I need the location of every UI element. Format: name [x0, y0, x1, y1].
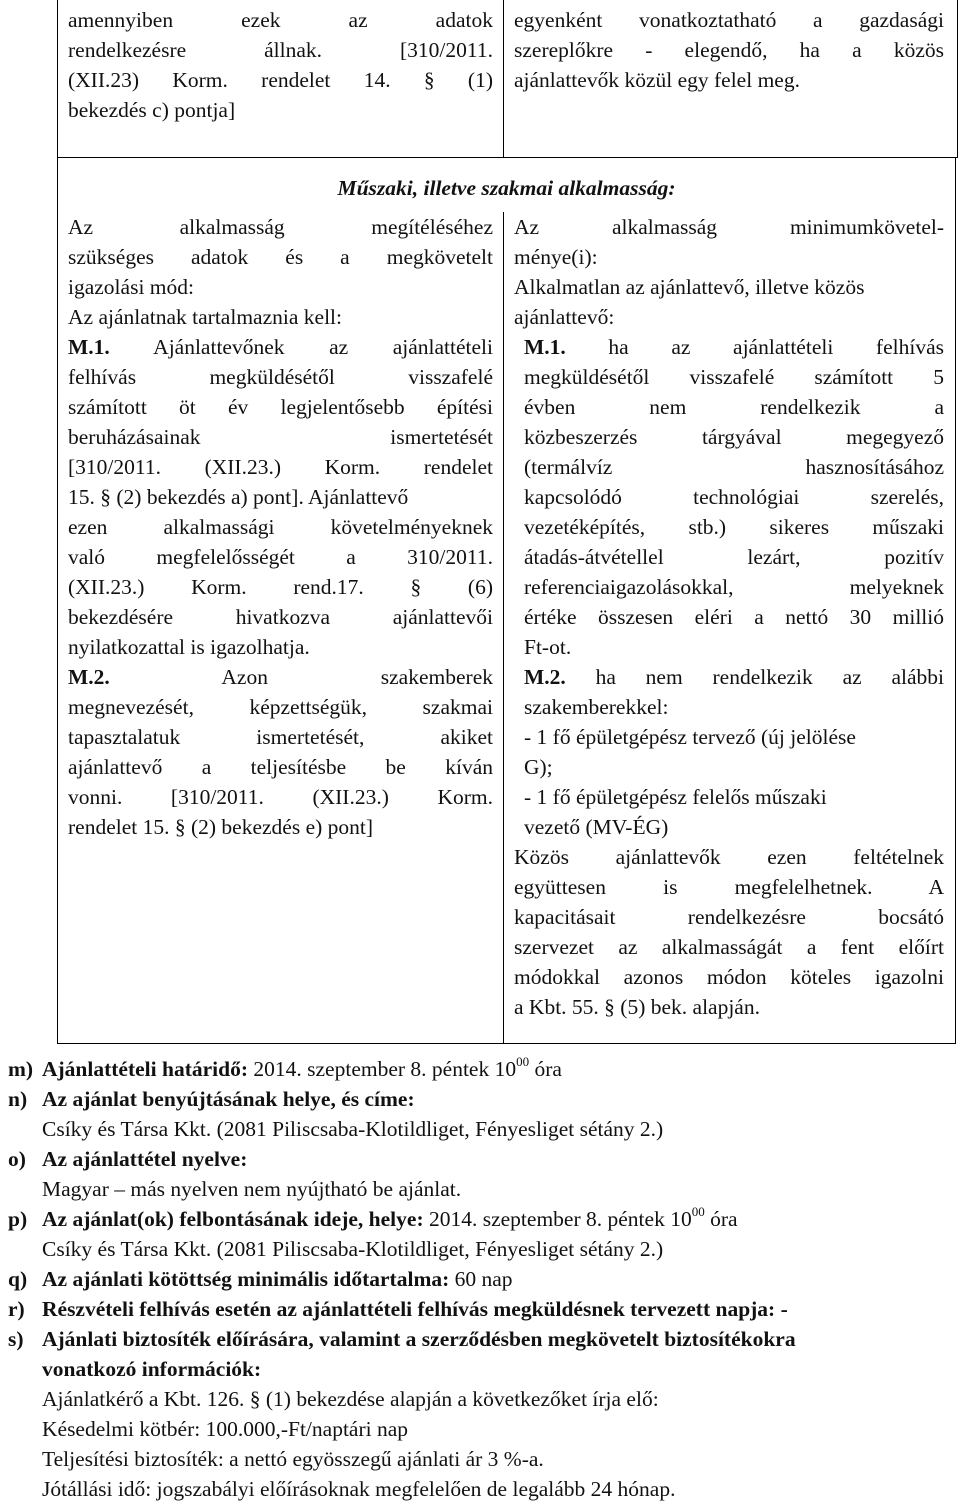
text-line: Jótállási idő: jogszabályi előírásoknak megfelelően de legalább 24 hónap.: [42, 1477, 676, 1501]
text-line: beruházásainak ismertetését: [68, 425, 493, 449]
text-line: G);: [524, 755, 553, 779]
text-line: való megfelelősségét a 310/2011.: [68, 545, 493, 569]
item-m: [8, 1054, 953, 1084]
text-line: Közös ajánlattevők ezen feltételnek: [514, 845, 944, 869]
item-q: [8, 1264, 953, 1294]
text-line: - 1 fő épületgépész tervező (új jelölése: [524, 725, 856, 749]
item-label: q): [8, 1267, 28, 1291]
text-span: ha nem rendelkezik az alábbi: [565, 665, 944, 689]
lettered-items: [8, 1054, 953, 1504]
text-line: kapacitásait rendelkezésre bocsátó: [514, 905, 944, 929]
text-line: megnevezését, képzettségük, szakmai: [68, 695, 493, 719]
item-n: [8, 1084, 953, 1114]
text-line: szükséges adatok és a megkövetelt: [68, 245, 493, 269]
text-line: ajánlattevő:: [514, 305, 615, 329]
text-span: Azon szakemberek: [109, 665, 493, 689]
item-title: Ajánlati biztosíték előírására, valamint a szerződésben megkövetelt biztosítékokra: [42, 1327, 796, 1351]
text-line: együttesen is megfelelhetnek. A: [514, 875, 944, 899]
top-left-cell: [58, 0, 504, 157]
text-line: Alkalmatlan az ajánlattevő, illetve közös: [514, 275, 865, 299]
text-line: igazolási mód:: [68, 275, 194, 299]
text-line: értéke összesen eléri a nettó 30 millió: [524, 605, 944, 629]
item-r: [8, 1294, 953, 1324]
section-header: Műszaki, illetve szakmai alkalmasság:: [337, 176, 676, 200]
m1-label: M.1.: [524, 335, 566, 359]
text-line: évben nem rendelkezik a: [524, 395, 944, 419]
m1-block: [514, 362, 944, 842]
text-line: bekezdés c) pontja]: [68, 98, 236, 122]
text-line: egyenként vonatkoztatható a gazdasági: [514, 8, 944, 32]
superscript: 00: [516, 1054, 530, 1069]
text-line: 15. § (2) bekezdés a) pont]. Ajánlattevő: [68, 485, 409, 509]
text-line: szervezet az alkalmasságát a fent előírt: [514, 935, 944, 959]
text-line: számított öt év legjelentősebb építési: [68, 395, 493, 419]
text-line: (XII.23.) Korm. rend.17. § (6): [68, 575, 493, 599]
item-p: [8, 1204, 953, 1234]
text-line: ménye(i):: [514, 245, 598, 269]
item-label: p): [8, 1207, 28, 1231]
item-value: 2014. szeptember 8. péntek 10: [423, 1207, 692, 1231]
text-span: ha az ajánlattételi felhívás: [565, 335, 944, 359]
item-value: 2014. szeptember 8. péntek 10: [248, 1057, 517, 1081]
text-line: vonni. [310/2011. (XII.23.) Korm.: [68, 785, 493, 809]
item-p-detail: Csíky és Társa Kkt. (2081 Piliscsaba-Klotildliget, Fényesliget sétány 2.): [42, 1237, 664, 1261]
m2-first-line: [524, 662, 944, 692]
text-line: nyilatkozattal is igazolhatja.: [68, 635, 310, 659]
superscript: 00: [691, 1204, 705, 1219]
text-line: (XII.23) Korm. rendelet 14. § (1): [68, 68, 493, 92]
item-value: 60 nap: [449, 1267, 513, 1291]
top-table-row: [57, 0, 958, 158]
text-line: Az alkalmasság minimumkövetel-: [514, 215, 944, 239]
text-line: rendelet 15. § (2) bekezdés e) pont]: [68, 815, 374, 839]
text-line: Ft-ot.: [524, 635, 572, 659]
m2-label: M.2.: [68, 665, 110, 689]
text-line: ajánlattevő a teljesítésbe be kíván: [68, 755, 493, 779]
text-line: kapcsolódó technológiai szerelés,: [524, 485, 944, 509]
item-n-detail: Csíky és Társa Kkt. (2081 Piliscsaba-Klotildliget, Fényesliget sétány 2.): [42, 1117, 664, 1141]
item-label: s): [8, 1327, 24, 1351]
text-line: átadás-átvétellel lezárt, pozitív: [524, 545, 944, 569]
text-line: vezetéképítés, stb.) sikeres műszaki: [524, 515, 944, 539]
item-title: Ajánlattételi határidő:: [42, 1057, 249, 1081]
text-line: (termálvíz hasznosításához: [524, 455, 944, 479]
text-line: közbeszerzés tárgyával megegyező: [524, 425, 944, 449]
item-title: Részvételi felhívás esetén az ajánlattételi felhívás megküldésnek tervezett napja: -: [42, 1297, 788, 1321]
text-line: Az alkalmasság megítéléséhez: [68, 215, 493, 239]
text-line: tapasztalatuk ismertetését, akiket: [68, 725, 493, 749]
left-column: [58, 212, 504, 1043]
item-title: Az ajánlat(ok) felbontásának ideje, helye:: [42, 1207, 424, 1231]
item-after: óra: [704, 1207, 738, 1231]
item-label: m): [8, 1057, 34, 1081]
text-line: ezen alkalmassági követelményeknek: [68, 515, 493, 539]
item-o-detail: Magyar – más nyelven nem nyújtható be ajánlat.: [42, 1177, 462, 1201]
text-line: a Kbt. 55. § (5) bek. alapján.: [514, 995, 760, 1019]
item-title: Az ajánlati kötöttség minimális időtartalma:: [42, 1267, 450, 1291]
m2-label: M.2.: [524, 665, 566, 689]
right-column: [504, 212, 954, 1043]
section-header-row: [57, 157, 956, 212]
item-o: [8, 1144, 953, 1174]
m1-first-line: [514, 332, 944, 362]
item-label: o): [8, 1147, 26, 1171]
text-line: Az ajánlatnak tartalmaznia kell:: [68, 305, 342, 329]
text-line: vezető (MV-ÉG): [524, 815, 669, 839]
m1-label: M.1.: [68, 335, 110, 359]
text-line: bekezdésére hivatkozva ajánlattevői: [68, 605, 493, 629]
text-line: referenciaigazolásokkal, melyeknek: [524, 575, 944, 599]
item-label: r): [8, 1297, 25, 1321]
text-line: felhívás megküldésétől visszafelé: [68, 365, 493, 389]
requirements-table: [57, 212, 956, 1044]
item-s: [8, 1324, 953, 1354]
text-line: ajánlattevők közül egy felel meg.: [514, 68, 800, 92]
m2-first-line: [68, 662, 493, 692]
item-after: óra: [529, 1057, 562, 1081]
text-line: Teljesítési biztosíték: a nettó egyösszegű ajánlati ár 3 %-a.: [42, 1447, 544, 1471]
text-line: Ajánlatkérő a Kbt. 126. § (1) bekezdése alapján a következőket írja elő:: [42, 1387, 659, 1411]
item-s-title-cont: vonatkozó információk:: [42, 1357, 262, 1381]
text-line: rendelkezésre állnak. [310/2011.: [68, 38, 493, 62]
text-line: szereplőkre - elegendő, ha a közös: [514, 38, 944, 62]
top-right-cell: [504, 0, 954, 157]
text-line: amennyiben ezek az adatok: [68, 8, 493, 32]
text-line: módokkal azonos módon köteles igazolni: [514, 965, 944, 989]
text-line: [310/2011. (XII.23.) Korm. rendelet: [68, 455, 493, 479]
text-line: szakemberekkel:: [524, 695, 669, 719]
item-label: n): [8, 1087, 28, 1111]
text-line: megküldésétől visszafelé számított 5: [524, 365, 944, 389]
text-line: Késedelmi kötbér: 100.000,-Ft/naptári nap: [42, 1417, 409, 1441]
text-line: - 1 fő épületgépész felelős műszaki: [524, 785, 827, 809]
m1-first-line: [68, 332, 493, 362]
item-title: Az ajánlat benyújtásának helye, és címe:: [42, 1087, 415, 1111]
item-title: Az ajánlattétel nyelve:: [42, 1147, 248, 1171]
text-span: Ajánlattevőnek az ajánlattételi: [109, 335, 493, 359]
